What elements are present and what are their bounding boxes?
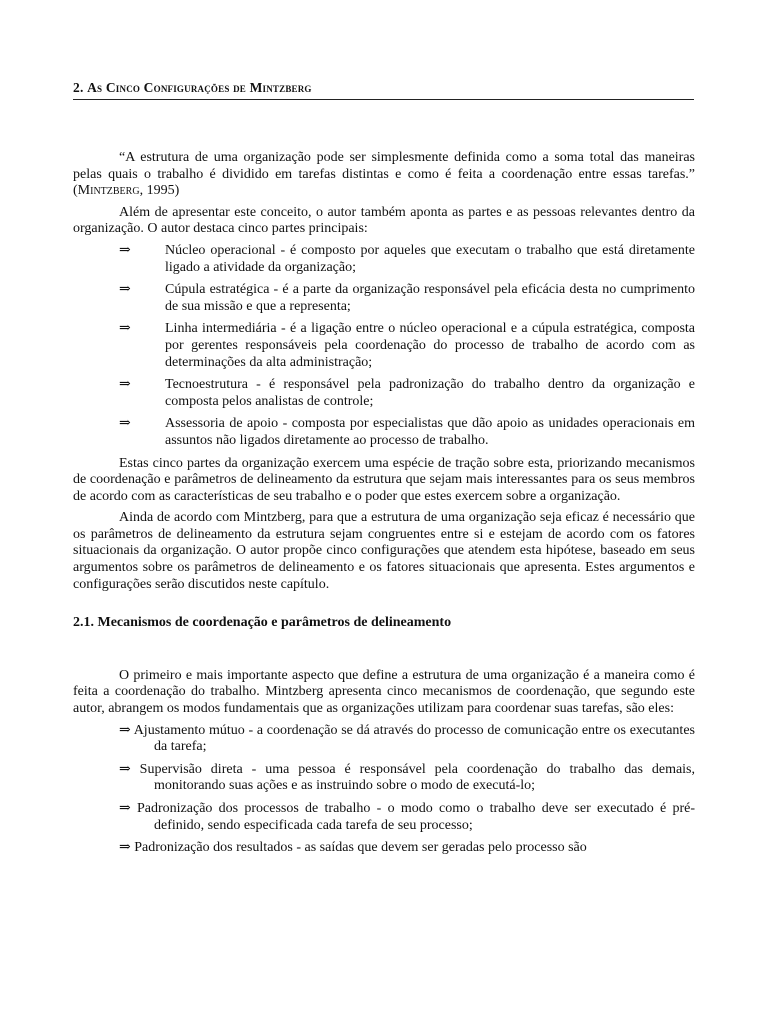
chapter-title: As Cinco Configurações de Mintzberg [87, 80, 312, 95]
list-item [73, 762, 695, 795]
list-item-text: Assessoria de apoio - composta por especialistas que dão apoio as unidades operacionais em assuntos não ligados diretamente ao processo de trabalho. [165, 416, 695, 448]
section-heading: 2.1. Mecanismos de coordenação e parâmetros de delineamento [73, 615, 452, 631]
list-item [73, 321, 695, 371]
list-item-text: Ajustamento mútuo - a coordenação se dá através do processo de comunicação entre os executantes da tarefa; [133, 722, 695, 755]
list-item-text: Padronização dos processos de trabalho - o modo como o trabalho deve ser executado é pré-definido, sendo especificada cada tarefa de seu processo; [137, 801, 695, 833]
arrow-icon: ⇒ [119, 840, 131, 856]
chapter-number: 2. [73, 80, 84, 95]
arrow-icon: ⇒ [119, 377, 131, 393]
body-paragraph: O primeiro e mais importante aspecto que define a estrutura de uma organização é a maneira como é feita a coordenação do trabalho. Mintzberg apresenta cinco mecanismos de coordenação, que segundo este autor, abrangem os modos fundamentais que as organizações utilizam para coordenar suas tarefas, são eles: [73, 667, 695, 717]
list-item-text: Tecnoestrutura - é responsável pela padronização do trabalho dentro da organização e composta pelos analistas de controle; [165, 377, 695, 409]
document-body [73, 150, 695, 863]
list-item-text: Padronização dos resultados - as saídas que devem ser geradas pelo processo são [134, 840, 587, 856]
list-item [73, 243, 695, 276]
list-item [73, 840, 695, 857]
quote-author: Mintzberg [77, 183, 140, 199]
body-paragraph: Ainda de acordo com Mintzberg, para que a estrutura de uma organização seja eficaz é necessário que os parâmetros de delineamento da estrutura sejam congruentes entre si e estejam de acordo com os fatores situacionais da organização. O autor propõe cinco configurações que atendem esta hipótese, baseado em seus argumentos sobre os parâmetros de delineamento e os fatores situacionais que apresenta. Estes argumentos e configurações serão discutidos neste capítulo. [73, 510, 695, 592]
arrow-icon: ⇒ [119, 722, 131, 738]
list-item-text: Núcleo operacional - é composto por aqueles que executam o trabalho que está diretamente ligado a atividade da organização; [165, 242, 695, 275]
list-item-text: Supervisão direta - uma pessoa é responsável pela coordenação do trabalho das demais, monitorando suas ações e as instruindo sobre o modo de executá-lo; [139, 761, 696, 794]
arrow-icon: ⇒ [119, 801, 131, 816]
quote-year: , 1995) [139, 183, 180, 199]
list-item [73, 801, 695, 834]
arrow-icon: ⇒ [119, 321, 131, 337]
quote-paragraph [73, 150, 695, 200]
arrow-icon: ⇒ [119, 282, 131, 298]
chapter-heading [73, 80, 694, 100]
list-item [73, 723, 695, 756]
body-paragraph: Estas cinco partes da organização exercem uma espécie de tração sobre esta, priorizando mecanismos de coordenação e parâmetros de delineamento da estrutura que sejam mais interessantes para os seus membros de acordo com as características de seu trabalho e o poder que estes exercem sobre a organização. [73, 455, 695, 504]
list-item [73, 377, 695, 410]
list-item [73, 282, 695, 315]
list-item-text: Linha intermediária - é a ligação entre o núcleo operacional e a cúpula estratégica, composta por gerentes responsáveis pela coordenação do processo de trabalho de acordo com as determinações da alta administração; [165, 321, 695, 370]
intro-paragraph: Além de apresentar este conceito, o autor também aponta as partes e as pessoas relevantes dentro da organização. O autor destaca cinco partes principais: [73, 204, 695, 237]
quote-text: “A estrutura de uma organização pode ser simplesmente definida como a soma total das maneiras pelas quais o trabalho é dividido em tarefas distintas e como é feita a coordenação entre essas tarefas.” ( [73, 150, 695, 199]
arrow-icon: ⇒ [119, 242, 131, 258]
arrow-icon: ⇒ [119, 416, 131, 432]
list-item [73, 416, 695, 449]
arrow-icon: ⇒ [119, 761, 131, 777]
list-item-text: Cúpula estratégica - é a parte da organização responsável pela eficácia desta no cumprimento de sua missão e que a representa; [165, 282, 695, 314]
